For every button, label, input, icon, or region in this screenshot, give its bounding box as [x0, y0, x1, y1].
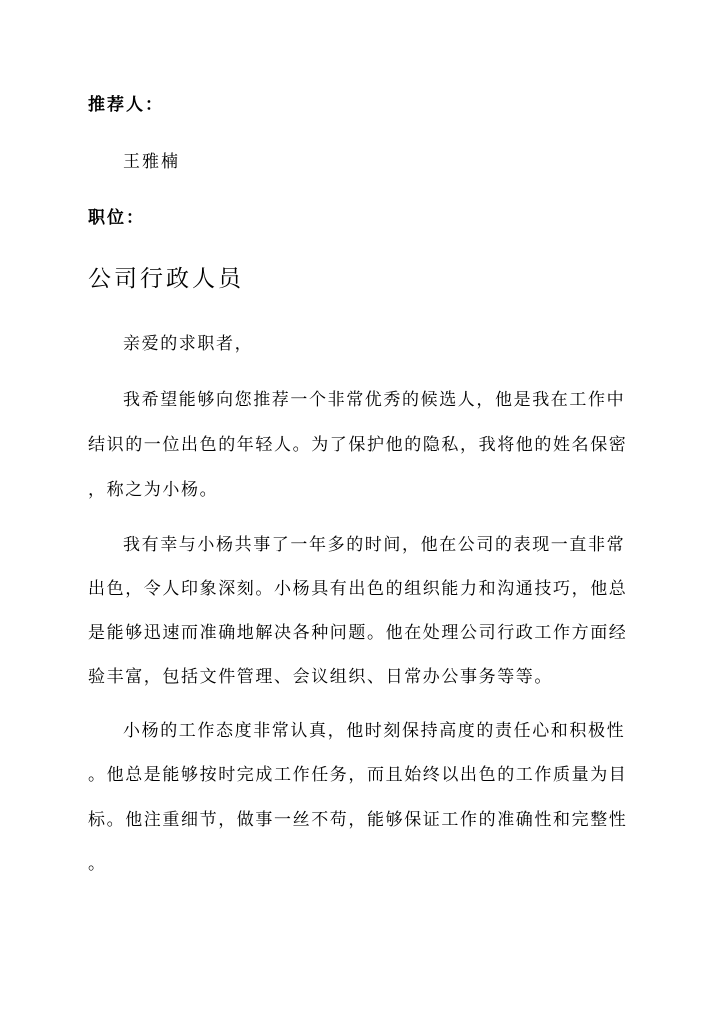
- paragraph-3-line-3: 标。他注重细节，做事一丝不苟，能够保证工作的准确性和完整性: [88, 810, 628, 830]
- paragraph-1-line-3: ，称之为小杨。: [88, 480, 219, 500]
- position-title: 公司行政人员: [88, 266, 244, 292]
- recommender-name: 王雅楠: [123, 152, 180, 172]
- paragraph-2-line-3: 是能够迅速而准确地解决各种问题。他在处理公司行政工作方面经: [88, 623, 628, 643]
- recommender-label: 推荐人：: [88, 95, 164, 115]
- paragraph-3-line-4: 。: [88, 854, 107, 874]
- paragraph-1-line-2: 结识的一位出色的年轻人。为了保护他的隐私，我将他的姓名保密: [88, 435, 628, 455]
- paragraph-3-line-2: 。他总是能够按时完成工作任务，而且始终以出色的工作质量为目: [88, 765, 628, 785]
- paragraph-1-line-1: 我希望能够向您推荐一个非常优秀的候选人，他是我在工作中: [123, 390, 626, 410]
- greeting: 亲爱的求职者，: [123, 334, 254, 354]
- paragraph-3-line-1: 小杨的工作态度非常认真，他时刻保持高度的责任心和积极性: [123, 721, 626, 741]
- paragraph-2-line-1: 我有幸与小杨共事了一年多的时间，他在公司的表现一直非常: [123, 535, 626, 555]
- paragraph-2-line-2: 出色，令人印象深刻。小杨具有出色的组织能力和沟通技巧，他总: [88, 579, 628, 599]
- position-label: 职位：: [88, 208, 145, 228]
- paragraph-2-line-4: 验丰富，包括文件管理、会议组织、日常办公事务等等。: [88, 667, 553, 687]
